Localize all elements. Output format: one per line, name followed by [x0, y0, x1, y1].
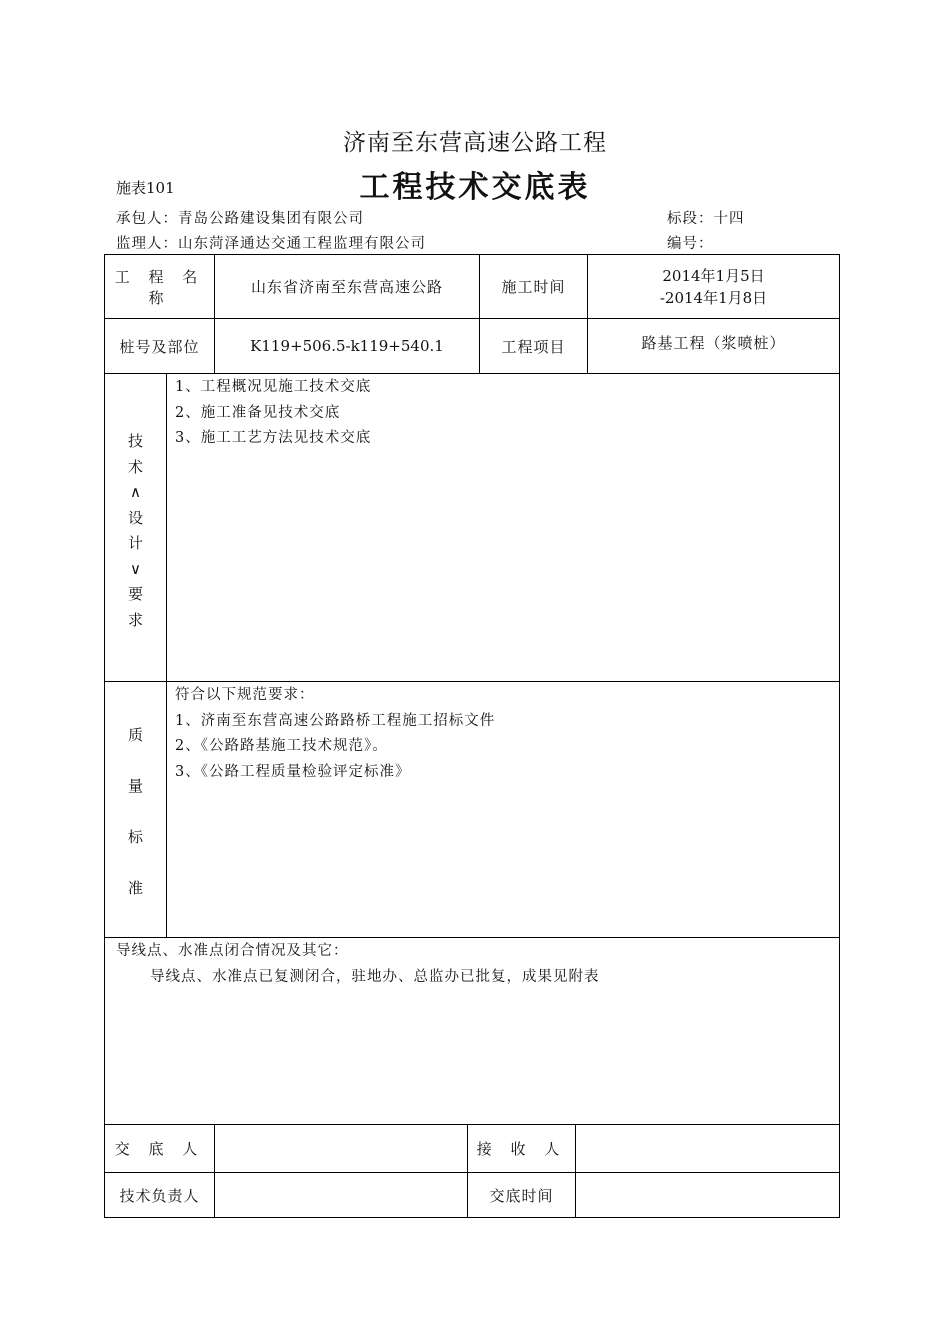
- control-points-section: [116, 939, 600, 990]
- handover-time-field[interactable]: [576, 1173, 839, 1217]
- construction-time-value: [588, 255, 839, 318]
- row-divider: [105, 937, 839, 938]
- technical-leader-field[interactable]: [215, 1173, 467, 1217]
- handover-time-label: 交底时间: [489, 1186, 554, 1205]
- handover-person-label: 交 底 人: [114, 1140, 205, 1158]
- project-item-value: 路基工程（浆喷桩）: [641, 333, 786, 352]
- technical-design-requirements-label: 技 术 ∧ 设 计 ∨ 要 求: [127, 432, 143, 629]
- list-item: 符合以下规范要求：: [175, 687, 315, 703]
- construction-time-label: 施工时间: [501, 278, 566, 296]
- list-item: 3、《公路工程质量检验评定标准》: [175, 763, 411, 780]
- technical-leader-label: 技术负责人: [119, 1186, 200, 1205]
- quality-standards-list: [175, 683, 495, 785]
- project-name-value: 山东省济南至东营高速公路: [250, 278, 443, 296]
- construction-end-date: -2014年1月8日: [659, 288, 768, 307]
- technical-disclosure-table: [104, 254, 840, 1218]
- project-item-label: 工程项目: [501, 337, 566, 356]
- form-title: 工程技术交底表: [359, 170, 591, 205]
- number-line: 编号：: [667, 236, 714, 252]
- list-item: 1、济南至东营高速公路路桥工程施工招标文件: [175, 712, 496, 729]
- technical-requirements-list: [175, 375, 371, 452]
- contractor-line: 承包人：青岛公路建设集团有限公司: [116, 211, 364, 227]
- row-divider: [105, 373, 839, 374]
- receiver-field[interactable]: [576, 1125, 839, 1172]
- project-title: 济南至东营高速公路工程: [343, 130, 607, 156]
- row-divider: [105, 681, 839, 682]
- list-item: 2、施工准备见技术交底: [175, 404, 341, 421]
- supervisor-line: 监理人：山东菏泽通达交通工程监理有限公司: [116, 236, 426, 252]
- quality-standards-label: 质 量 标 准: [127, 726, 143, 897]
- handover-person-field[interactable]: [215, 1125, 467, 1172]
- list-item: 2、《公路路基施工技术规范》。: [175, 738, 388, 754]
- list-item: 1、工程概况见施工技术交底: [175, 379, 372, 395]
- project-name-label: 工 程 名 称: [114, 267, 205, 307]
- station-value: K119+506.5-k119+540.1: [250, 337, 444, 355]
- station-label: 桩号及部位: [119, 337, 200, 356]
- column-divider: [166, 373, 167, 937]
- control-points-text: 导线点、水准点已复测闭合，驻地办、总监办已批复，成果见附表: [150, 968, 600, 985]
- control-points-heading: 导线点、水准点闭合情况及其它：: [116, 943, 349, 959]
- form-code: 施表101: [116, 179, 175, 197]
- section-line: 标段：十四: [667, 211, 745, 227]
- receiver-label: 接 收 人: [476, 1140, 567, 1158]
- construction-start-date: 2014年1月5日: [662, 266, 765, 285]
- list-item: 3、施工工艺方法见技术交底: [175, 430, 372, 446]
